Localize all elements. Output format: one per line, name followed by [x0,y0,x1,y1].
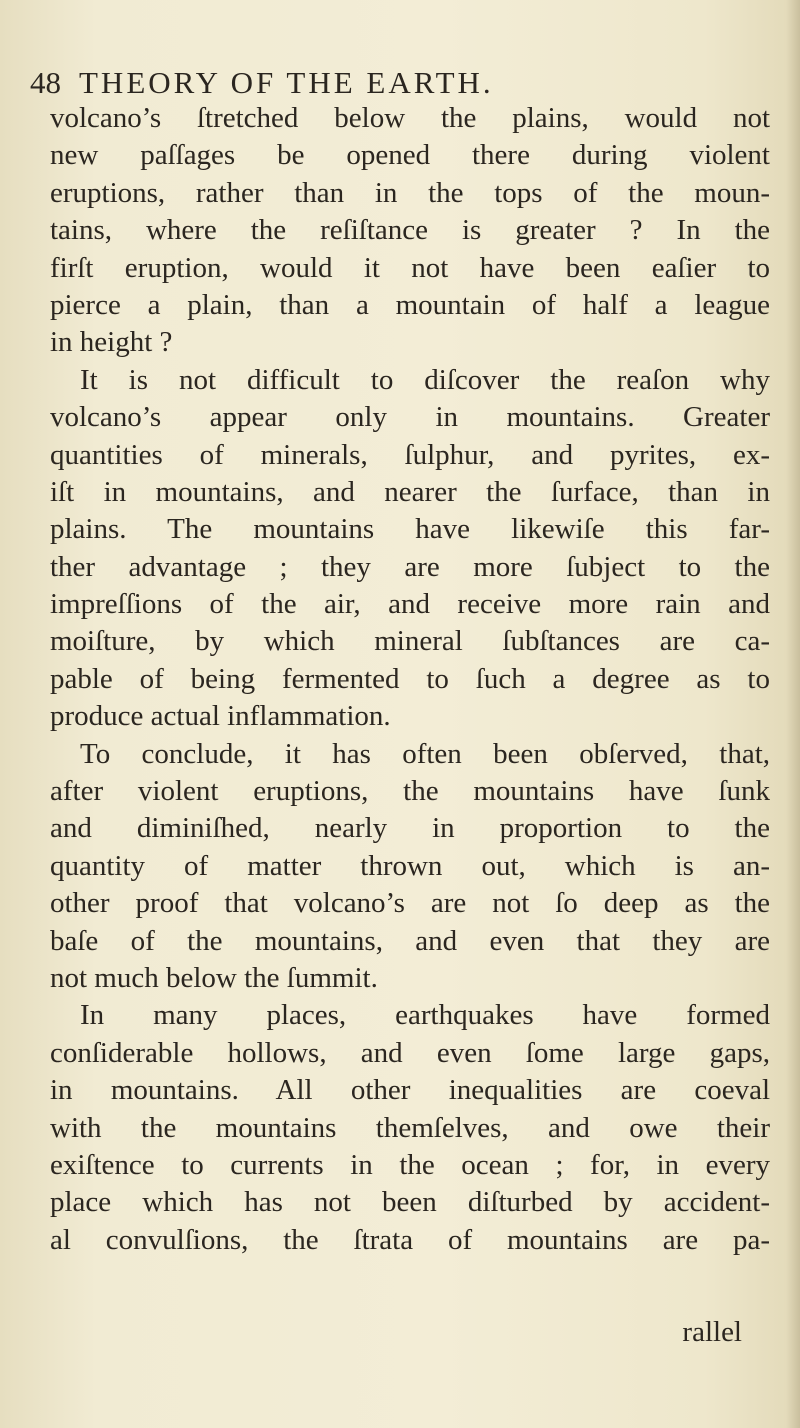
text-line: volcano’s appear only in mountains. Greater [50,401,770,434]
text-line: after violent eruptions, the mountains have ſunk [50,775,770,808]
page-edge-shadow [786,0,800,1428]
text-line: moiſture, by which mineral ſubſtances are ca- [50,625,770,658]
text-line: other proof that volcano’s are not ſo deep as the [50,887,770,920]
text-line: al convulſions, the ſtrata of mountains are pa- [50,1223,770,1256]
text-line: conſiderable hollows, and even ſome large gaps, [50,1036,770,1069]
text-line: in height ? [50,326,173,359]
text-line: impreſſions of the air, and receive more rain and [50,588,770,621]
text-line: pable of being fermented to ſuch a degree as to [50,662,770,695]
text-line: quantity of matter thrown out, which is an- [50,849,770,882]
text-line: eruptions, rather than in the tops of the moun- [50,176,770,209]
paragraph-first-line: In many places, earthquakes have formed [80,999,770,1032]
paragraph-first-line: It is not difficult to diſcover the reaſon why [80,363,770,396]
text-line: volcano’s ſtretched below the plains, would not [50,102,770,134]
body-text [50,100,770,1259]
text-line: baſe of the mountains, and even that they are [50,924,770,957]
text-line: with the mountains themſelves, and owe their [50,1111,770,1144]
text-line: place which has not been diſturbed by accident- [50,1186,770,1219]
text-line: plains. The mountains have likewiſe this far- [50,513,770,546]
text-line: produce actual inflammation. [50,700,391,733]
text-line: quantities of minerals, ſulphur, and pyrites, ex- [50,438,770,471]
text-line: firſt eruption, would it not have been eaſier to [50,251,770,284]
text-line: exiſtence to currents in the ocean ; for, in every [50,1148,770,1181]
text-line: tains, where the reſiſtance is greater ? In the [50,214,770,247]
page-number: 48 [30,65,61,100]
catchword: rallel [682,1316,742,1348]
text-line: not much below the ſummit. [50,961,378,994]
text-line: ther advantage ; they are more ſubject to the [50,550,770,583]
text-line: and diminiſhed, nearly in proportion to the [50,812,770,845]
text-line: pierce a plain, than a mountain of half a league [50,288,770,321]
paragraph-first-line: To conclude, it has often been obſerved, that, [80,737,770,770]
text-line: iſt in mountains, and nearer the ſurface, than in [50,475,770,508]
running-title: THEORY OF THE EARTH. [79,65,494,100]
text-line: in mountains. All other inequalities are coeval [50,1074,770,1107]
text-line: new paſſages be opened there during violent [50,139,770,172]
